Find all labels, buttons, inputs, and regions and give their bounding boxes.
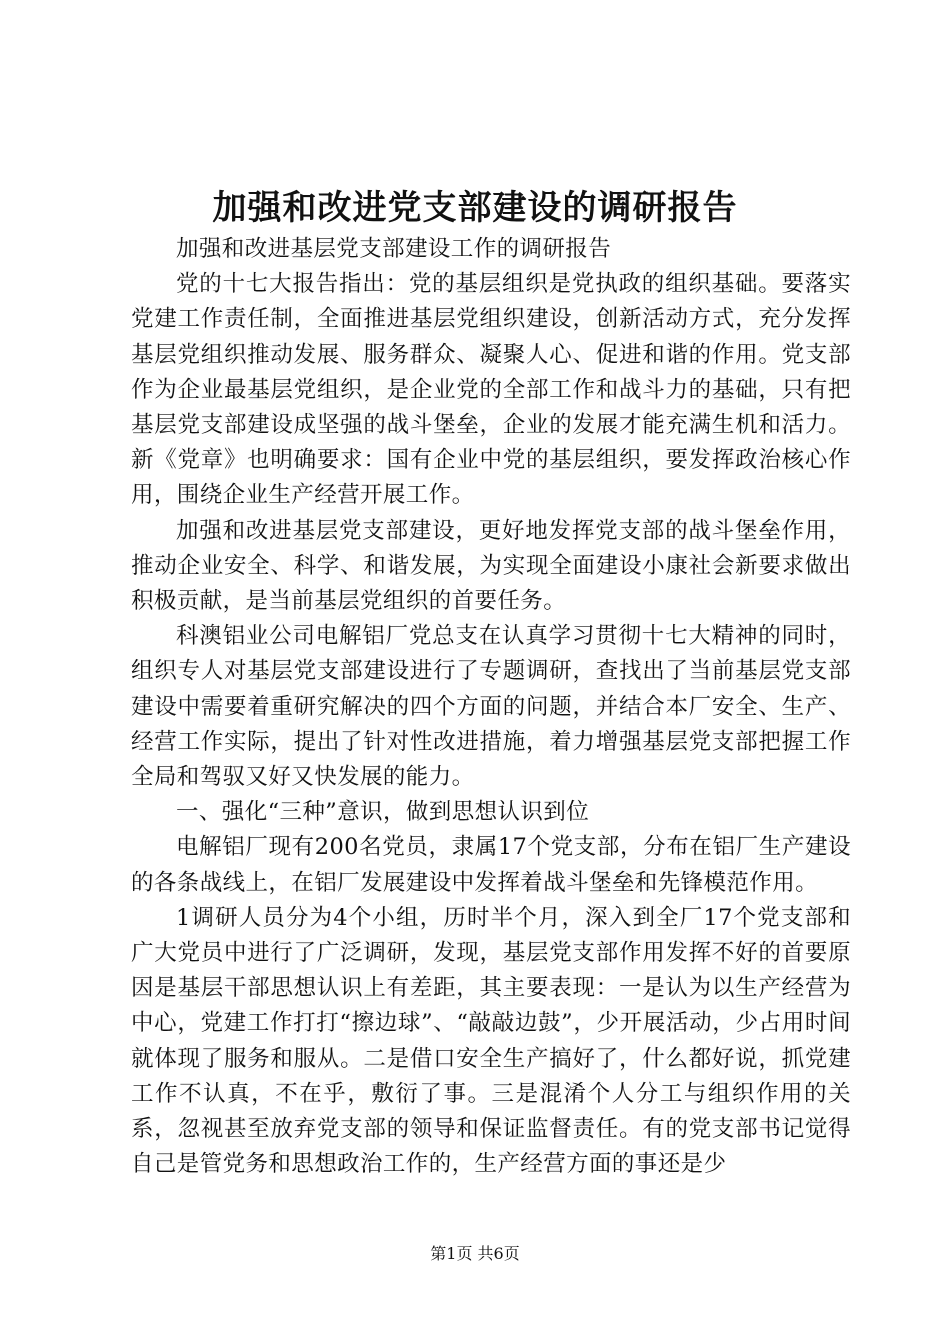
section-heading: 一、强化“三种”意识，做到思想认识到位 [176,799,590,826]
subtitle-paragraph: 加强和改进基层党支部建设工作的调研报告 [176,236,612,262]
body-paragraph: 科澳铝业公司电解铝厂党总支在认真学习贯彻十七大精神的同时，组织专人对基层党支部建设进行了专题调研，查找出了当前基层党支部建设中需要着重研究解决的四个方面的问题，并结合本厂安全、生产、经营工作实际，提出了针对性改进措施，着力增强基层党支部把握工作全局和驾驭又好又快发展的能力。 [131,623,851,791]
body-paragraph: 电解铝厂现有200名党员，隶属17个党支部，分布在铝厂生产建设的各条战线上，在铝厂发展建设中发挥着战斗堡垒和先锋模范作用。 [131,834,851,896]
body-paragraph: 加强和改进基层党支部建设，更好地发挥党支部的战斗堡垒作用，推动企业安全、科学、和谐发展，为实现全面建设小康社会新要求做出积极贡献，是当前基层党组织的首要任务。 [131,517,851,615]
body-paragraph: 党的十七大报告指出：党的基层组织是党执政的组织基础。要落实党建工作责任制，全面推进基层党组织建设，创新活动方式，充分发挥基层党组织推动发展、服务群众、凝聚人心、促进和谐的作用。党支部作为企业最基层党组织，是企业党的全部工作和战斗力的基础，只有把基层党支部建设成坚强的战斗堡垒，企业的发展才能充满生机和活力。新《党章》也明确要求：国有企业中党的基层组织，要发挥政治核心作用，围绕企业生产经营开展工作。 [131,271,851,509]
document-body [131,232,851,1182]
page-footer: 第1页 共6页 [430,1244,520,1263]
document-title: 加强和改进党支部建设的调研报告 [212,188,738,228]
body-paragraph: 1调研人员分为4个小组，历时半个月，深入到全厂17个党支部和广大党员中进行了广泛调研，发现，基层党支部作用发挥不好的首要原因是基层干部思想认识上有差距，其主要表现：一是认为以生产经营为中心，党建工作打打“擦边球”、“敲敲边鼓”，少开展活动，少占用时间就体现了服务和服从。二是借口安全生产搞好了，什么都好说，抓党建工作不认真，不在乎，敷衍了事。三是混淆个人分工与组织作用的关系，忽视甚至放弃党支部的领导和保证监督责任。有的党支部书记觉得自己是管党务和思想政治工作的，生产经营方面的事还是少 [131,904,851,1178]
